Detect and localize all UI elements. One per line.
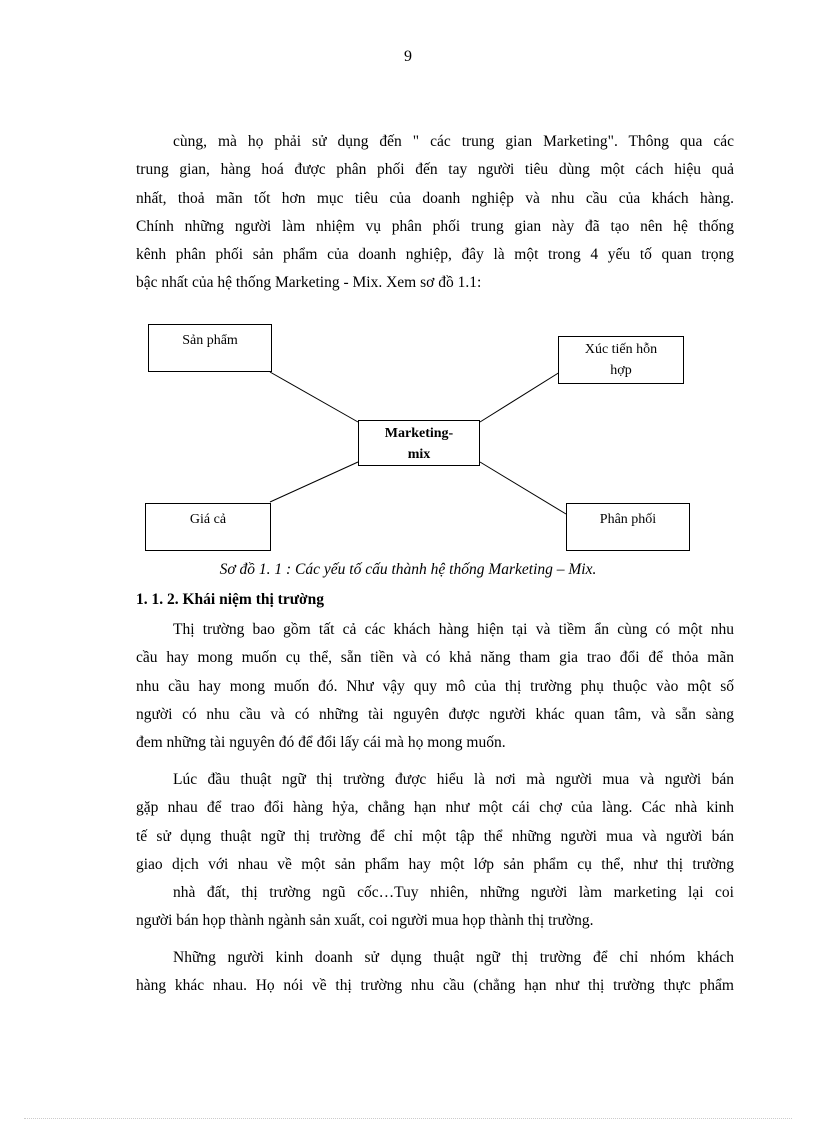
- text-line: nhà đất, thị trường ngũ cốc…Tuy nhiên, những người làm marketing lại coi: [173, 884, 734, 902]
- text-line: hàng khác nhau. Họ nói về thị trường nhu cầu (chẳng hạn như thị trường thực phẩm: [136, 977, 734, 995]
- text-line: bậc nhất của hệ thống Marketing - Mix. Xem sơ đồ 1.1:: [136, 274, 482, 292]
- box-promotion: [558, 336, 684, 384]
- text-line: tế sử dụng thuật ngữ thị trường để chỉ một tập thể những người mua và người bán: [136, 827, 734, 845]
- text-line: người có nhu cầu và có những tài nguyên được người khác quan tâm, và sẵn sàng: [136, 705, 734, 723]
- paragraph-market-history: [136, 766, 734, 936]
- box-center-label-1: Marketing-: [384, 426, 454, 441]
- page-footer-divider: [24, 1118, 792, 1119]
- box-product-label: Sản phẩm: [182, 333, 238, 348]
- text-line: trung gian, hàng hoá được phân phối đến tay người tiêu dùng một cách hiệu quả: [136, 161, 734, 179]
- box-center-label-2: mix: [407, 447, 431, 462]
- connector-product: [270, 372, 358, 422]
- connector-distribution: [480, 462, 566, 514]
- section-heading: 1. 1. 2. Khái niệm thị trường: [136, 591, 324, 608]
- text-line: Những người kinh doanh sử dụng thuật ngữ thị trường để chỉ nhóm khách: [173, 949, 734, 966]
- text-line: người bán họp thành ngành sản xuất, coi người mua họp thành thị trường.: [136, 912, 594, 930]
- intro-paragraph: [136, 128, 734, 298]
- page-number: 9: [404, 48, 412, 65]
- text-line: gặp nhau để trao đổi hàng hỷa, chẳng hạn như một cái chợ của làng. Các nhà kinh: [136, 799, 734, 817]
- box-promotion-label-2: hợp: [610, 363, 632, 378]
- text-line: giao dịch với nhau về một sản phẩm hay một lớp sản phẩm cụ thể, như thị trường: [136, 855, 734, 873]
- text-line: nhất, thoả mãn tốt hơn mục tiêu của doanh nghiệp và nhu cầu của khách hàng.: [136, 189, 734, 207]
- text-line: nhu cầu hay mong muốn đó. Như vậy quy mô của thị trường phụ thuộc vào một số: [136, 677, 734, 695]
- text-line: đem những tài nguyên đó để đổi lấy cái mà họ mong muốn.: [136, 734, 506, 752]
- box-price-label: Giá cả: [189, 512, 227, 527]
- box-distribution-label: Phân phối: [599, 512, 657, 527]
- connector-price: [270, 462, 358, 502]
- paragraph-market-business: [136, 944, 734, 1001]
- text-line: Chính những người làm nhiệm vụ phân phối trung gian này đã tạo nên hệ thống: [136, 217, 734, 235]
- text-line: cầu hay mong muốn cụ thể, sẵn tiền và có khả năng tham gia trao đổi để thỏa mãn: [136, 649, 734, 667]
- box-price: [145, 503, 271, 551]
- box-product: [148, 324, 272, 372]
- text-line: kênh phân phối sản phẩm của doanh nghiệp, đây là một trong 4 yếu tố quan trọng: [136, 246, 734, 264]
- paragraph-market-definition: [136, 616, 734, 757]
- box-promotion-label-1: Xúc tiến hỗn: [584, 342, 658, 357]
- text-line: Thị trường bao gồm tất cả các khách hàng hiện tại và tiềm ẩn cùng có một nhu: [173, 621, 734, 638]
- connector-promotion: [480, 372, 560, 422]
- figure-caption: Sơ đồ 1. 1 : Các yếu tố cấu thành hệ thống Marketing – Mix.: [219, 561, 597, 578]
- text-line: Lúc đầu thuật ngữ thị trường được hiểu là nơi mà người mua và người bán: [173, 771, 734, 788]
- text-line: cùng, mà họ phải sử dụng đến " các trung gian Marketing". Thông qua các: [173, 133, 734, 150]
- box-marketing-mix: [358, 420, 480, 466]
- box-distribution: [566, 503, 690, 551]
